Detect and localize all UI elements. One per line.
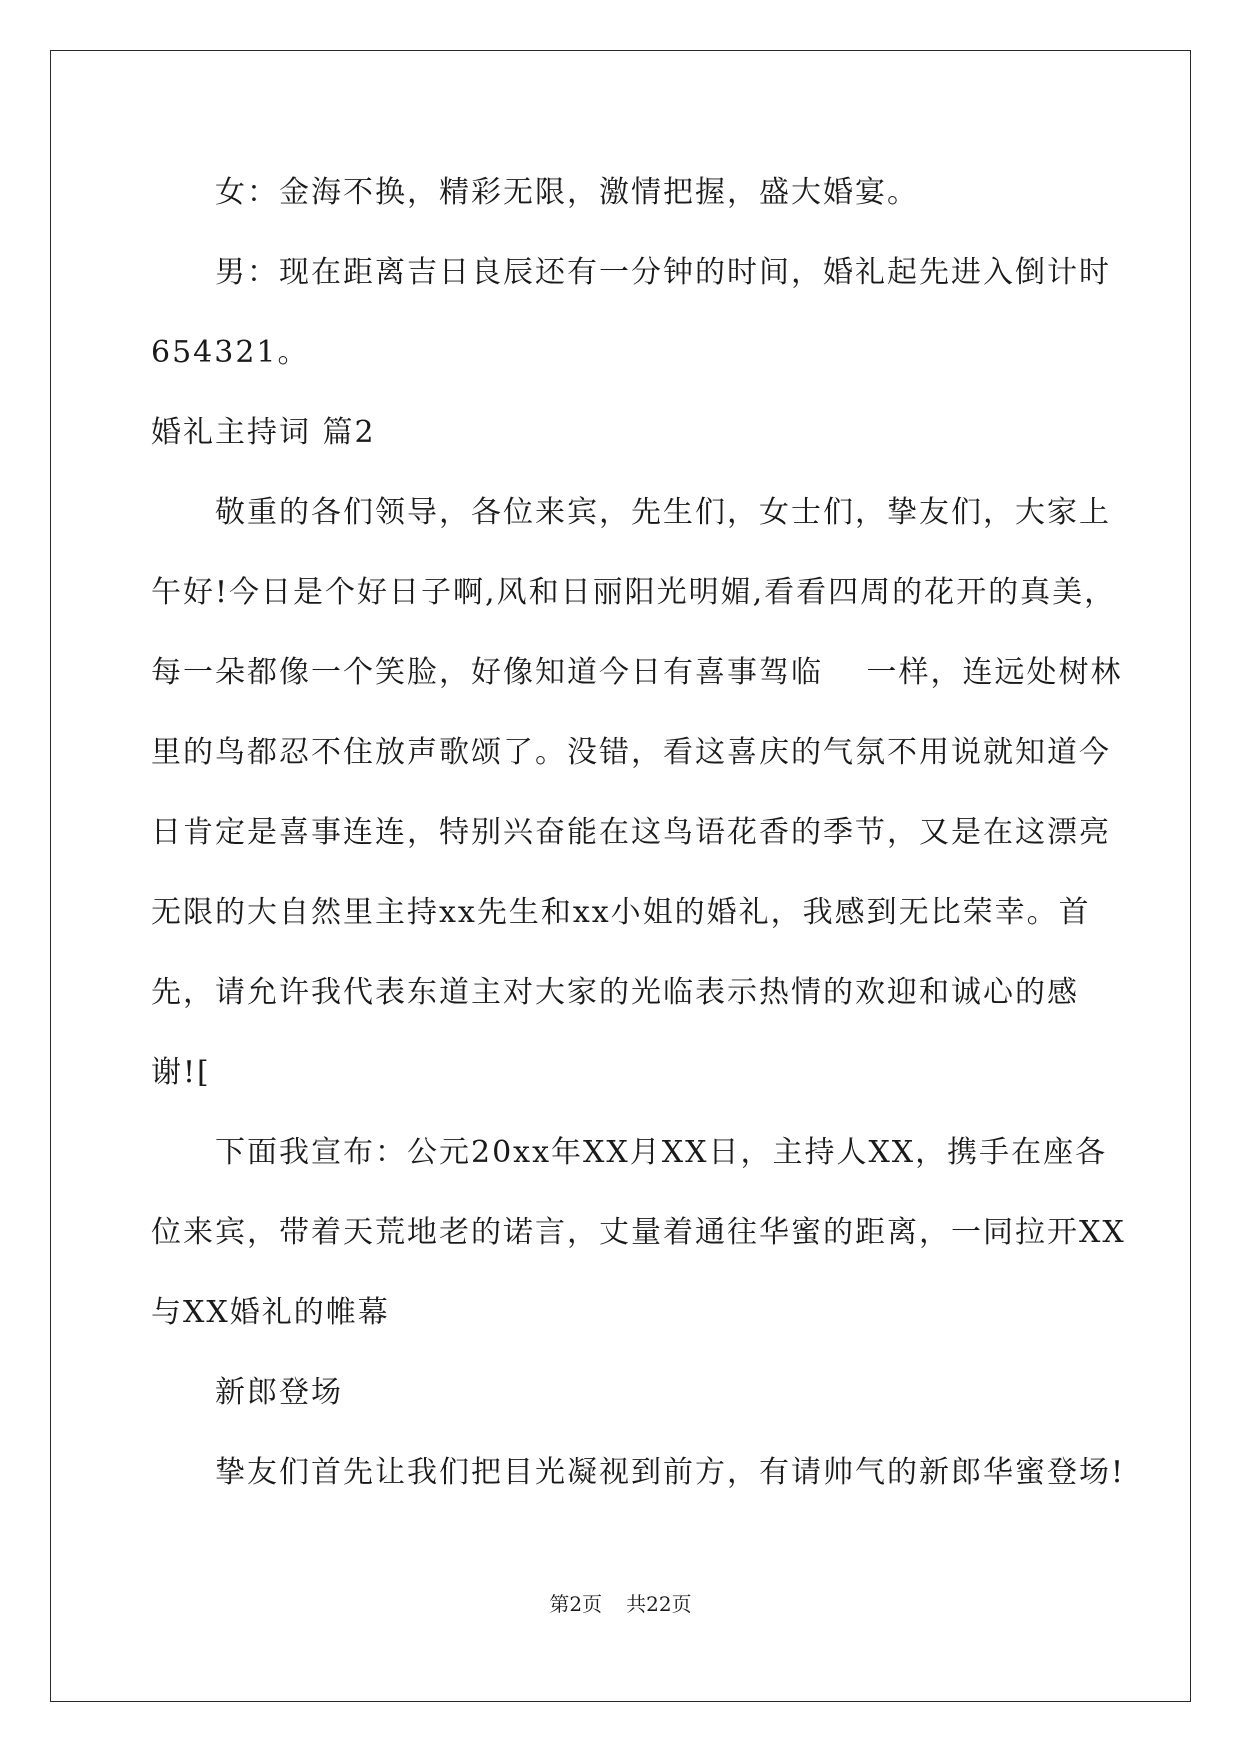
dialogue-line-female: 女：金海不换，精彩无限，激情把握，盛大婚宴。	[215, 175, 919, 210]
text-line: 敬重的各们领导，各位来宾，先生们，女士们，挚友们，大家上	[215, 495, 1111, 530]
dialogue-line-male: 男：现在距离吉日良辰还有一分钟的时间，婚礼起先进入倒计时	[215, 255, 1111, 290]
text-line: 无限的大自然里主持xx先生和xx小姐的婚礼，我感到无比荣幸。首	[151, 895, 1091, 930]
page-total: 共22页	[626, 1592, 692, 1616]
text-line: 下面我宣布：公元20xx年XX月XX日，主持人XX，携手在座各	[215, 1135, 1108, 1170]
page-number: 第2页	[549, 1592, 603, 1616]
text-line: 日肯定是喜事连连，特别兴奋能在这鸟语花香的季节，又是在这漂亮	[151, 815, 1111, 850]
subheading: 新郎登场	[215, 1375, 343, 1410]
text-line: 挚友们首先让我们把目光凝视到前方，有请帅气的新郎华蜜登场!	[215, 1455, 1126, 1490]
text-line: 先，请允许我代表东道主对大家的光临表示热情的欢迎和诚心的感	[151, 975, 1079, 1010]
text-line: 与XX婚礼的帷幕	[151, 1295, 390, 1330]
text-line: 每一朵都像一个笑脸，好像知道今日有喜事驾临 一样，连远处树林	[151, 655, 1123, 690]
page-footer	[0, 1590, 1241, 1618]
section-heading: 婚礼主持词 篇2	[151, 415, 376, 450]
text-line: 谢![	[151, 1055, 211, 1090]
text-line: 654321。	[151, 335, 310, 370]
text-line: 午好!今日是个好日子啊,风和日丽阳光明媚,看看四周的花开的真美，	[151, 575, 1117, 610]
text-line: 里的鸟都忍不住放声歌颂了。没错，看这喜庆的气氛不用说就知道今	[151, 735, 1111, 770]
text-line: 位来宾，带着天荒地老的诺言，丈量着通往华蜜的距离，一同拉开XX	[151, 1215, 1126, 1250]
